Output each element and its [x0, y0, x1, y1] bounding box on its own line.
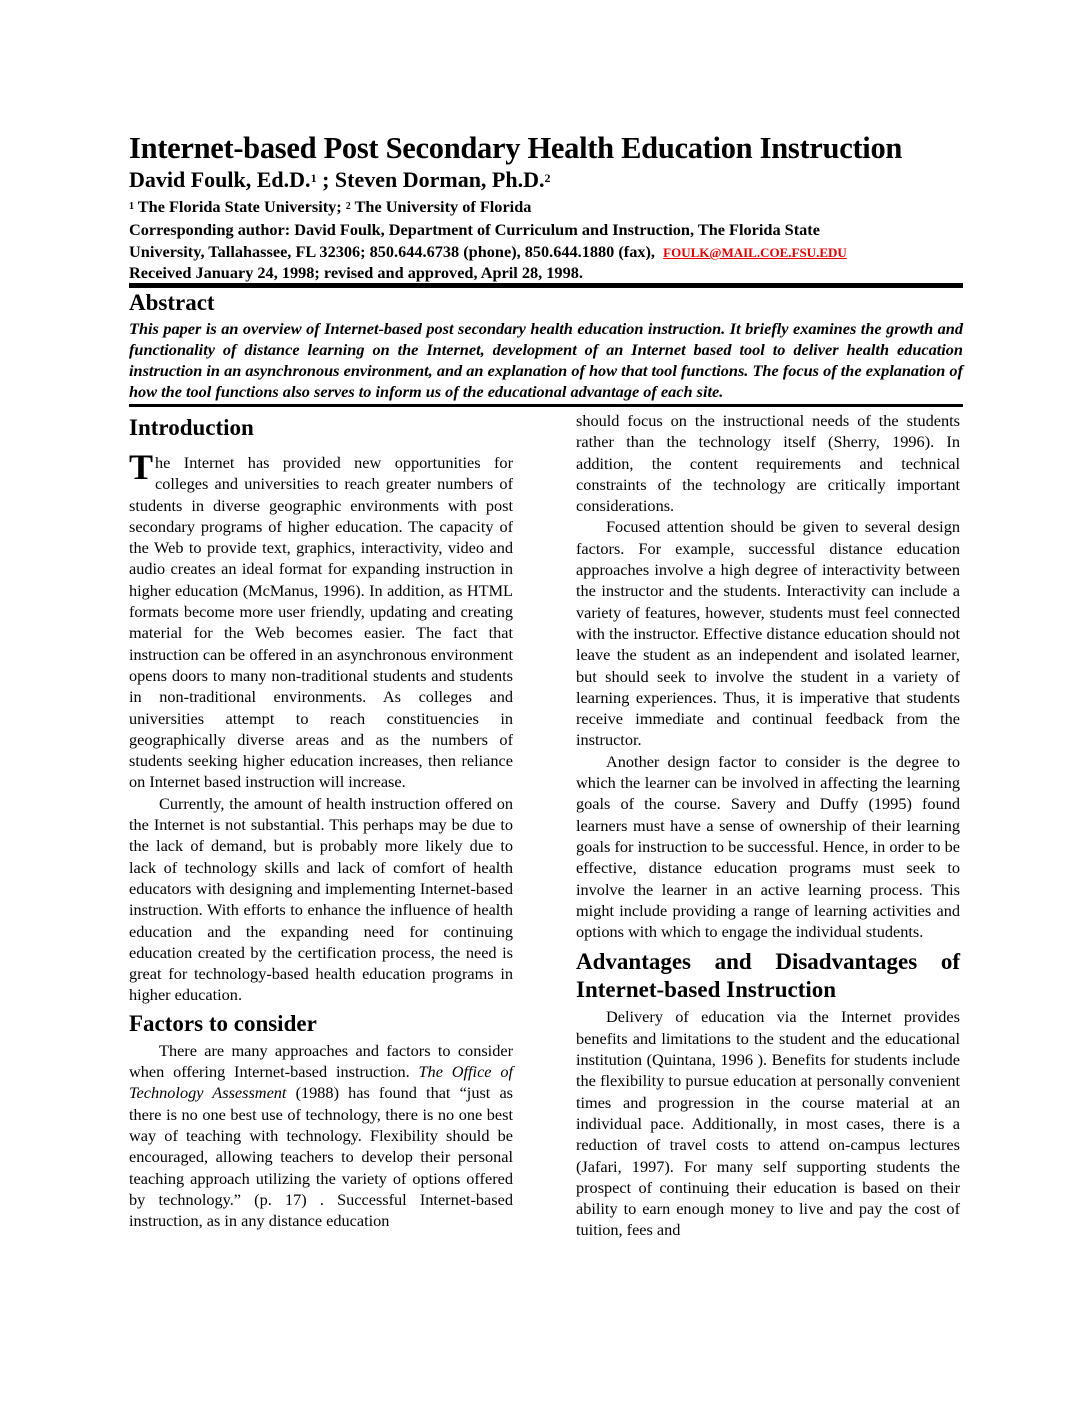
intro-paragraph-2: Currently, the amount of health instruction offered on the Internet is not substantial. This perhaps may be due to the lack of demand, but is probably more likely due to lack of technology skills and lack of comfort of health educators with designing and implementing Internet-based instruction. With efforts to enhance the influence of health education and the expanding need for continuing education created by the certification process, the need is great for technology-based health education programs in higher education. [129, 793, 513, 1005]
factors-heading: Factors to consider [129, 1010, 317, 1036]
affiliation-2: The University of Florida [350, 197, 532, 216]
email-link[interactable]: FOULK@MAIL.COE.FSU.EDU [663, 245, 847, 260]
introduction-heading: Introduction [129, 415, 254, 440]
affiliations [129, 196, 964, 217]
factors-paragraph-italic: The Office of Technology Assessment [129, 1062, 513, 1103]
abstract-text: This paper is an overview of Internet-based post secondary health education instruction. It briefly examines the growth and functionality of distance learning on the Internet, development of an Internet based tool to deliver health education instruction in an asynchronous environment, and an explanation of how that tool functions. The focus of the explanation of how the tool functions also serves to inform us of the educational advantage of each site. [129, 319, 963, 401]
affiliation-1-sup: 1 [129, 201, 134, 212]
author-1-sup: 1 [310, 171, 317, 185]
advantages-paragraph: Delivery of education via the Internet provides benefits and limitations to the student and the educational institution (Quintana, 1996 ). Benefits for students include the flexibility to pursue education at personally convenient times and progression in the course material at an individual pace. Additionally, in most cases, there is a reduction of travel costs to attend on-campus lectures (Jafari, 1997). For many self supporting students the prospect of continuing their education is based on their ability to earn enough money to live and pay the cost of tuition, fees and [576, 1007, 960, 1240]
factors-paragraph-part-2: (1988) has found that “just as there is no one best use of technology, there is no one best way of teaching with technology. Flexibility should be encouraged, allowing teachers to develop their personal teaching approach utilizing the variety of options offered by technology.” (p. 17) . Successful Internet-based instruction, as in any distance education [129, 1083, 514, 1231]
author-2: Steven Dorman, Ph.D. [334, 167, 545, 192]
left-column [129, 410, 513, 1231]
contact-info: University, Tallahassee, FL 32306; 850.644.6738 (phone), 850.644.1880 (fax), [129, 242, 655, 261]
paper-title: Internet-based Post Secondary Health Education Instruction [129, 131, 903, 165]
author-2-sup: 2 [544, 171, 551, 185]
received-dates: Received January 24, 1998; revised and approved, April 28, 1998. [129, 263, 583, 282]
factors-paragraph-part-1: There are many approaches and factors to consider when offering Internet-based instruction. [129, 1040, 513, 1082]
header-divider [129, 283, 963, 288]
affiliation-2-sup: 2 [345, 201, 351, 212]
factors-paragraph [129, 1040, 513, 1232]
advantages-heading-line-2: Internet-based Instruction [576, 977, 837, 1003]
right-column [576, 410, 960, 1241]
author-line [129, 166, 551, 194]
correspondence-line-2 [129, 241, 964, 263]
abstract-divider [129, 404, 963, 407]
drop-cap: T [129, 447, 154, 487]
intro-paragraph-1 [129, 447, 513, 793]
right-paragraph-3: Another design factor to consider is the degree to which the learner can be involved in affecting the learning goals of the course. Savery and Duffy (1995) found learners must have a sense of ownership of their learning goals for instruction to be successful. Hence, in order to be effective, distance education programs must seek to involve the learner in an active learning process. This might include providing a range of learning activities and options with which to engage the individual students. [576, 751, 960, 942]
author-1: David Foulk, Ed.D. [129, 167, 311, 192]
intro-paragraph-1-text: he Internet has provided new opportunities for colleges and universities to reach greater numbers of students in diverse geographic environments with post secondary programs of higher education. The capacity of the Web to provide text, graphics, interactivity, video and audio creates an ideal format for expanding instruction in higher education (McManus, 1996). In addition, as HTML formats become more user friendly, updating and creating material for the Web becomes easier. The fact that instruction can be offered in an asynchronous environment opens doors to many non-traditional students and students in non-traditional environments. As colleges and universities attempt to reach constituencies in geographically diverse areas and as the numbers of students seeking higher education increases, then reliance on Internet based instruction will increase. [129, 453, 513, 792]
right-paragraph-2: Focused attention should be given to several design factors. For example, successful distance education approaches involve a high degree of interactivity between the instructor and the students. Interactivity can include a variety of features, however, students must feel connected with the instructor. Effective distance education should not leave the student as an independent and isolated learner, but should seek to involve the student in a variety of learning experiences. Thus, it is imperative that students receive immediate and continual feedback from the instructor. [576, 517, 960, 750]
abstract-heading: Abstract [129, 290, 215, 315]
author-separator: ; [316, 167, 335, 192]
correspondence-line-1: Corresponding author: David Foulk, Department of Curriculum and Instruction, The Florida State [129, 220, 820, 239]
advantages-heading-line-1: Advantages and Disadvantages of [576, 949, 960, 975]
affiliation-1: The Florida State University; [134, 197, 346, 216]
right-paragraph-1: should focus on the instructional needs of the students rather than the technology itself (Sherry, 1996). In addition, the content requirements and technical constraints of the technology are critically important considerations. [576, 411, 960, 516]
